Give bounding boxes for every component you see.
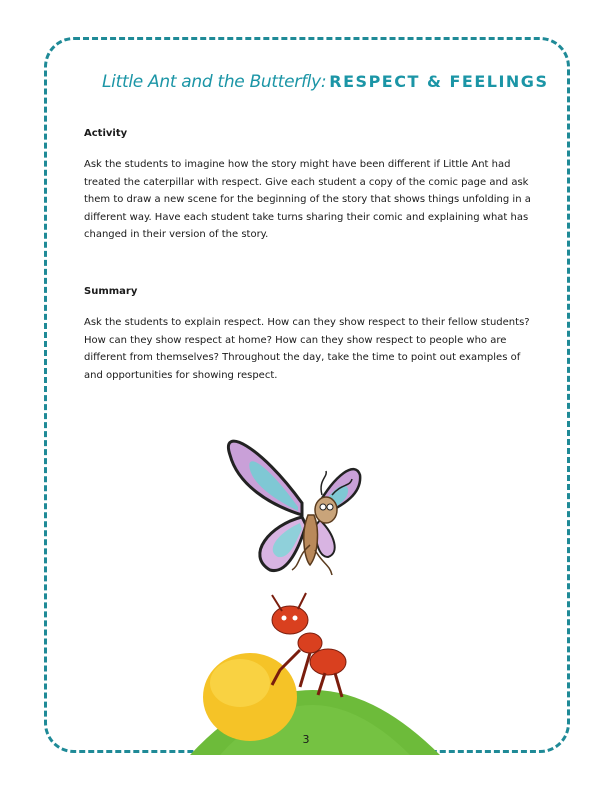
butterfly-illustration: [228, 441, 360, 575]
activity-heading: Activity: [84, 128, 128, 139]
page-title: [102, 74, 548, 91]
activity-paragraph: Ask the students to imagine how the story might have been different if Little Ant had treated the caterpillar with respect. Give each student a copy of the comic page and ask them to draw a new scene for the beginning of the story that shows things unfolding in a different way. Have each student take turns sharing their comic and explaining what has changed in their version of the story.: [84, 159, 531, 240]
summary-heading: Summary: [84, 286, 138, 297]
title-theme: RESPECT & FEELINGS: [329, 72, 549, 91]
page-number: 3: [302, 733, 310, 746]
story-illustration: [160, 425, 460, 755]
summary-paragraph: Ask the students to explain respect. How can they show respect to their fellow students? How can they show respect at home? How can they show respect to people who are different from themselves? Throughout the day, take the time to point out examples of and opportunities for showing respect.: [84, 317, 530, 381]
title-story-name: Little Ant and the Butterfly:: [102, 72, 327, 92]
